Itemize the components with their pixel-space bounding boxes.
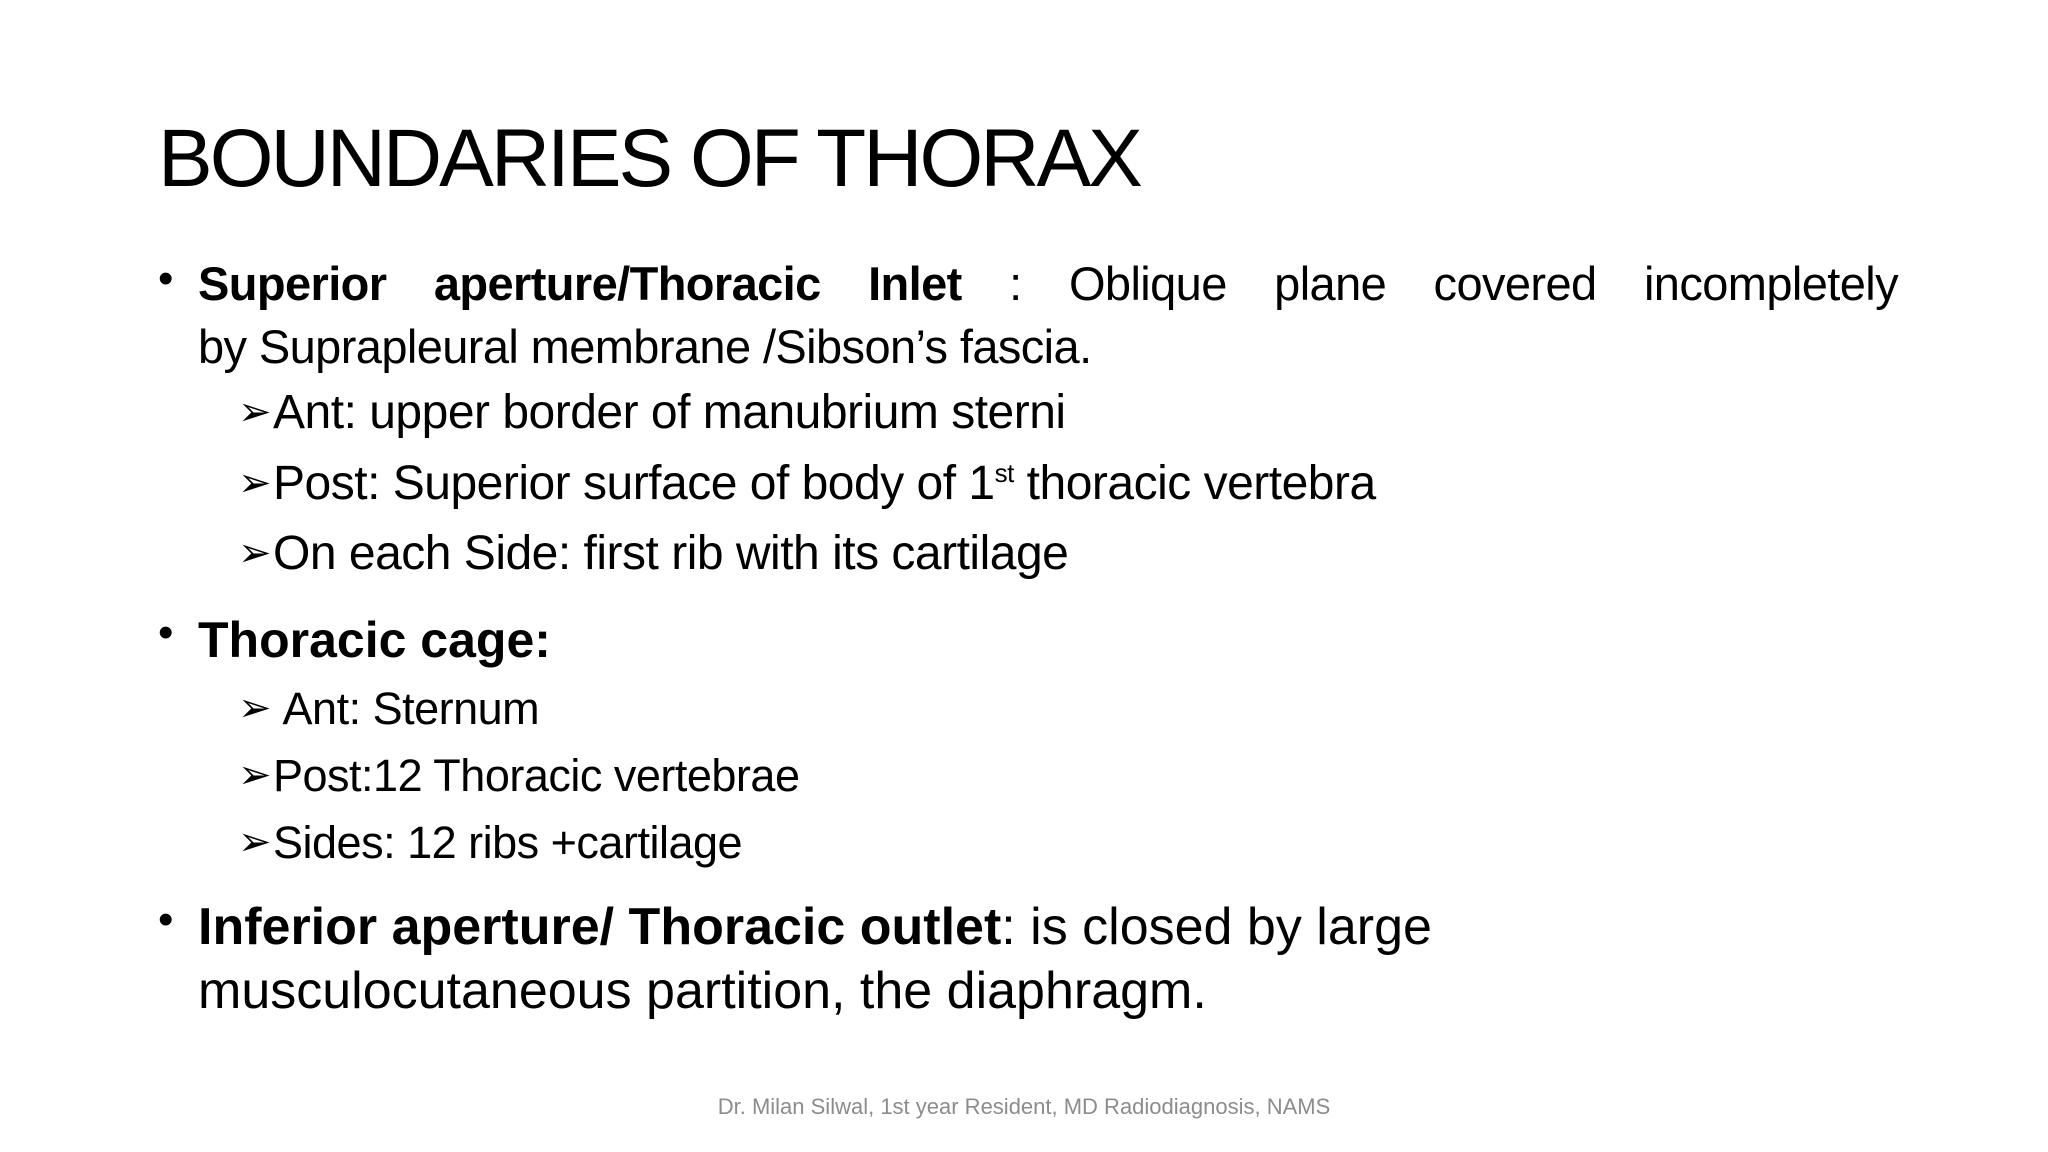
subitem-ant-inlet	[238, 385, 1066, 440]
arrow-bullet-icon: ➢	[238, 685, 272, 731]
subitem-ant-cage	[238, 683, 539, 735]
arrow-bullet-icon: ➢	[238, 389, 272, 435]
subitem-text-after: thoracic vertebra	[1013, 457, 1376, 510]
arrow-bullet-icon: ➢	[238, 460, 272, 506]
subitem-post-cage	[238, 750, 799, 802]
subitem-text: Sides: 12 ribs +cartilage	[273, 817, 743, 868]
bullet-description: : Oblique plane covered incompletely	[961, 257, 1898, 310]
slide-title: BOUNDARIES OF THORAX	[158, 113, 1140, 204]
subitem-text: Ant: Sternum	[273, 683, 540, 734]
bullet-heading: Thoracic cage:	[198, 612, 551, 668]
slide-footer: Dr. Milan Silwal, 1st year Resident, MD Radiodiagnosis, NAMS	[717, 1094, 1331, 1119]
subitem-post-inlet	[238, 456, 1376, 511]
bullet-line	[198, 898, 1432, 956]
subitem-side-inlet	[238, 526, 1068, 581]
bullet-line-continued: by Suprapleural membrane /Sibson’s fascia.	[198, 320, 1092, 373]
bullet-text	[198, 608, 1898, 672]
bullet-line-continued: musculocutaneous partition, the diaphragm.	[198, 962, 1207, 1020]
superscript: st	[994, 458, 1014, 488]
bullet-text	[198, 895, 1898, 1023]
subitem-text: Ant: upper border of manubrium sterni	[273, 386, 1066, 439]
arrow-bullet-icon: ➢	[238, 752, 272, 798]
subitem-text: Post:12 Thoracic vertebrae	[273, 750, 800, 801]
bullet-description: : is closed by large	[1001, 898, 1432, 956]
arrow-bullet-icon: ➢	[238, 819, 272, 865]
bullet-dot: •	[158, 254, 174, 303]
arrow-bullet-icon: ➢	[238, 530, 272, 576]
bullet-text	[198, 252, 1898, 378]
subitem-text: On each Side: first rib with its cartilage	[273, 527, 1069, 580]
bullet-heading: Inferior aperture/ Thoracic outlet	[198, 898, 1002, 956]
subitem-sides-cage	[238, 817, 742, 869]
bullet-dot: •	[158, 608, 174, 657]
bullet-heading: Superior aperture/Thoracic Inlet	[198, 257, 962, 310]
subitem-text: Post: Superior surface of body of 1	[273, 457, 995, 510]
bullet-dot: •	[158, 895, 174, 944]
bullet-line	[198, 252, 1898, 315]
